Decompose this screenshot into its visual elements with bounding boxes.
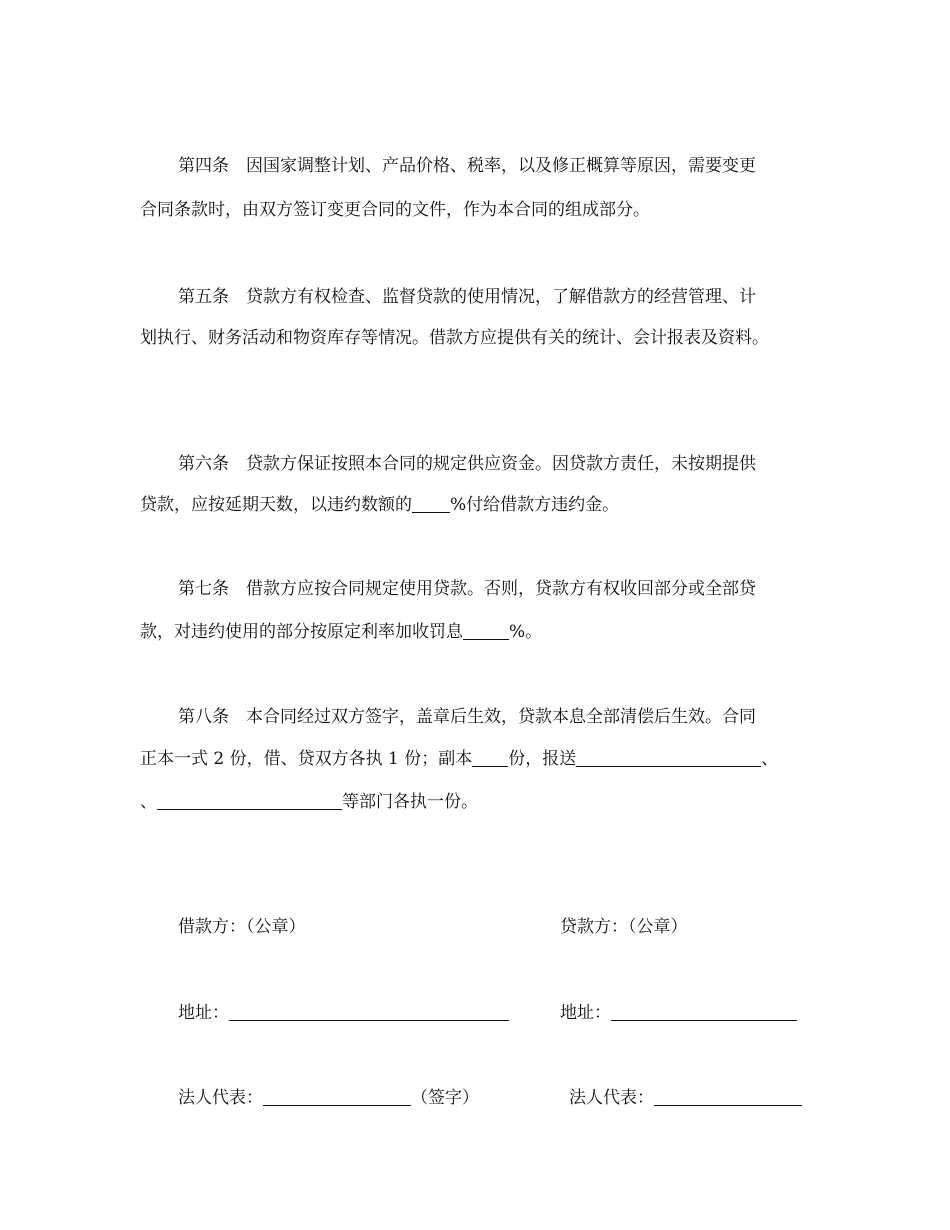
- article-8-text-a: 正本一式 2 份，借、贷双方各执 1 份；副本: [140, 749, 473, 769]
- article-7-text-a: 款，对违约使用的部分按原定利率加收罚息: [140, 622, 463, 642]
- recipient-blank-2: [157, 791, 342, 810]
- borrower-legal-rep-label: 法人代表：: [178, 1088, 263, 1108]
- article-5-line-2: 划执行、财务活动和物资库存等情况。借款方应提供有关的统计、会计报表及资料。: [140, 328, 769, 348]
- lender-legal-rep-blank: [654, 1087, 802, 1106]
- article-7-line-2: [140, 620, 542, 644]
- lender-seal-label: 贷款方：（公章）: [560, 917, 688, 937]
- borrower-legal-rep: [178, 1086, 479, 1110]
- lender-address: [560, 1001, 797, 1025]
- borrower-legal-rep-blank: [263, 1087, 411, 1106]
- article-4-line-2: 合同条款时，由双方签订变更合同的文件，作为本合同的组成部分。: [140, 200, 650, 220]
- lender-address-label: 地址：: [560, 1003, 611, 1023]
- article-8-text-d: 、: [140, 792, 157, 812]
- recipient-blank-1: [576, 748, 761, 767]
- copies-blank: [472, 748, 508, 767]
- article-7-line-1: 第七条 借款方应按合同规定使用贷款。否则，贷款方有权收回部分或全部贷: [178, 579, 756, 599]
- article-8-text-e: 等部门各执一份。: [342, 792, 478, 812]
- article-5-line-1: 第五条 贷款方有权检查、监督贷款的使用情况，了解借款方的经营管理、计: [178, 287, 756, 307]
- article-7-text-b: %。: [509, 622, 543, 642]
- article-8-line-3: [140, 790, 478, 814]
- article-8-line-2: [140, 747, 778, 771]
- article-6-text-a: 贷款，应按延期天数，以违约数额的: [140, 495, 412, 515]
- article-8-text-c: 、: [761, 749, 779, 769]
- lender-address-blank: [611, 1002, 797, 1021]
- article-4-line-1: 第四条 因国家调整计划、产品价格、税率，以及修正概算等原因，需要变更: [178, 156, 756, 176]
- article-6-line-1: 第六条 贷款方保证按照本合同的规定供应资金。因贷款方责任，未按期提供: [178, 454, 756, 474]
- article-6-line-2: [140, 493, 619, 517]
- borrower-address-label: 地址：: [178, 1003, 229, 1023]
- borrower-address: [178, 1001, 509, 1025]
- article-6-text-b: %付给借款方违约金。: [450, 495, 620, 515]
- interest-percent-blank: [463, 621, 509, 640]
- borrower-address-blank: [229, 1002, 509, 1021]
- penalty-percent-blank: [412, 494, 450, 513]
- article-8-text-b: 份，报送: [508, 749, 577, 769]
- article-8-line-1: 第八条 本合同经过双方签字，盖章后生效，贷款本息全部清偿后生效。合同: [178, 707, 756, 727]
- sign-note: （签字）: [411, 1088, 479, 1108]
- lender-legal-rep: [569, 1086, 802, 1110]
- lender-legal-rep-label: 法人代表：: [569, 1088, 654, 1108]
- borrower-seal-label: 借款方：（公章）: [178, 917, 306, 937]
